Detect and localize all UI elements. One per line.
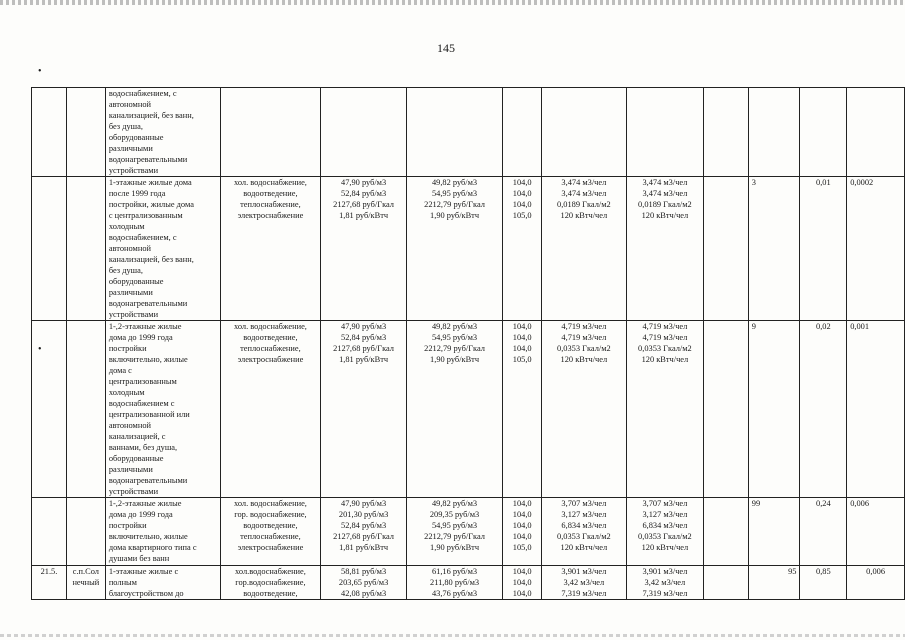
empty-cell [704, 88, 749, 177]
consumption-norm-2: 3,901 м3/чел 3,42 м3/чел 7,319 м3/чел [626, 566, 704, 600]
value-1: 95 [748, 566, 800, 600]
value-3 [847, 88, 905, 177]
housing-description: 1-этажные жилые с полным благоустройством до [105, 566, 220, 600]
housing-description: 1-,2-этажные жилые дома до 1999 года постройки включительно, жилые дома с централизованным холодным водоснабжением с централизованной или автономной канализацией, с ваннами, без душа, оборудованные различными водонагревательными устройствами [105, 321, 220, 498]
value-3: 0,001 [847, 321, 905, 498]
empty-cell [704, 177, 749, 321]
page-number: 145 [437, 41, 455, 55]
row-number: 21.5. [32, 566, 67, 600]
value-1: 9 [748, 321, 800, 498]
tariff-new [406, 88, 502, 177]
tariff-current: 47,90 руб/м3 52,84 руб/м3 2127,68 руб/Гкал 1,81 руб/кВтч [321, 321, 407, 498]
consumption-norm-2: 3,474 м3/чел 3,474 м3/чел 0,0189 Гкал/м2 120 кВтч/чел [626, 177, 704, 321]
value-2: 0,02 [800, 321, 847, 498]
empty-cell [704, 498, 749, 566]
settlement-name [66, 498, 105, 566]
consumption-norm-2: 4,719 м3/чел 4,719 м3/чел 0,0353 Гкал/м2 120 кВтч/чел [626, 321, 704, 498]
row-number [32, 498, 67, 566]
services-list [220, 88, 321, 177]
services-list: хол. водоснабжение, водоотведение, теплоснабжение, электроснабжение [220, 321, 321, 498]
tariff-current: 58,81 руб/м3 203,65 руб/м3 42,08 руб/м3 [321, 566, 407, 600]
value-2: 0,24 [800, 498, 847, 566]
tariff-new: 49,82 руб/м3 209,35 руб/м3 54,95 руб/м3 2212,79 руб/Гкал 1,90 руб/кВтч [406, 498, 502, 566]
tariff-current: 47,90 руб/м3 201,30 руб/м3 52,84 руб/м3 2127,68 руб/Гкал 1,81 руб/кВтч [321, 498, 407, 566]
tariff-table [31, 87, 905, 600]
table-row [32, 88, 905, 177]
growth-index: 104,0 104,0 104,0 105,0 [503, 321, 542, 498]
services-list: хол. водоснабжение, водоотведение, теплоснабжение, электроснабжение [220, 177, 321, 321]
housing-description: водоснабжением, с автономной канализацией, без ванн, без душа, оборудованные различными водонагревательными устройствами [105, 88, 220, 177]
value-2: 0,01 [800, 177, 847, 321]
growth-index: 104,0 104,0 104,0 104,0 105,0 [503, 498, 542, 566]
value-1: 99 [748, 498, 800, 566]
table-row [32, 321, 905, 498]
tariff-new: 61,16 руб/м3 211,80 руб/м3 43,76 руб/м3 [406, 566, 502, 600]
settlement-name [66, 321, 105, 498]
housing-description: 1-этажные жилые дома после 1999 года постройки, жилые дома с централизованным холодным водоснабжением, с автономной канализацией, без ванн, без душа, оборудованные различными водонагревательными устройствами [105, 177, 220, 321]
tariff-new: 49,82 руб/м3 54,95 руб/м3 2212,79 руб/Гкал 1,90 руб/кВтч [406, 177, 502, 321]
table-row [32, 498, 905, 566]
row-number [32, 88, 67, 177]
consumption-norm-1 [542, 88, 626, 177]
growth-index: 104,0 104,0 104,0 [503, 566, 542, 600]
value-3: 0,0002 [847, 177, 905, 321]
value-2 [800, 88, 847, 177]
consumption-norm-1: 3,707 м3/чел 3,127 м3/чел 6,834 м3/чел 0,0353 Гкал/м2 120 кВтч/чел [542, 498, 626, 566]
margin-dot: • [38, 344, 42, 355]
consumption-norm-1: 4,719 м3/чел 4,719 м3/чел 0,0353 Гкал/м2 120 кВтч/чел [542, 321, 626, 498]
empty-cell [704, 566, 749, 600]
tariff-current: 47,90 руб/м3 52,84 руб/м3 2127,68 руб/Гкал 1,81 руб/кВтч [321, 177, 407, 321]
empty-cell [704, 321, 749, 498]
settlement-name: с.п.Сол нечный [66, 566, 105, 600]
scan-top-edge [0, 0, 905, 5]
consumption-norm-1: 3,901 м3/чел 3,42 м3/чел 7,319 м3/чел [542, 566, 626, 600]
value-2: 0,85 [800, 566, 847, 600]
consumption-norm-2 [626, 88, 704, 177]
scan-bottom-edge [0, 634, 905, 637]
row-number [32, 177, 67, 321]
value-3: 0,006 [847, 498, 905, 566]
row-number [32, 321, 67, 498]
table-row [32, 566, 905, 600]
value-1: 3 [748, 177, 800, 321]
consumption-norm-1: 3,474 м3/чел 3,474 м3/чел 0,0189 Гкал/м2 120 кВтч/чел [542, 177, 626, 321]
growth-index [503, 88, 542, 177]
table-row [32, 177, 905, 321]
growth-index: 104,0 104,0 104,0 105,0 [503, 177, 542, 321]
value-3: 0,006 [847, 566, 905, 600]
settlement-name [66, 88, 105, 177]
margin-dot: • [38, 66, 42, 77]
settlement-name [66, 177, 105, 321]
housing-description: 1-,2-этажные жилые дома до 1999 года постройки включительно, жилые дома квартирного типа с душами без ванн [105, 498, 220, 566]
services-list: хол. водоснабжение, гор. водоснабжение, водоотведение, теплоснабжение, электроснабжение [220, 498, 321, 566]
tariff-current [321, 88, 407, 177]
tariff-new: 49,82 руб/м3 54,95 руб/м3 2212,79 руб/Гкал 1,90 руб/кВтч [406, 321, 502, 498]
value-1 [748, 88, 800, 177]
services-list: хол.водоснабжение, гор.водоснабжение, водоотведение, [220, 566, 321, 600]
consumption-norm-2: 3,707 м3/чел 3,127 м3/чел 6,834 м3/чел 0,0353 Гкал/м2 120 кВтч/чел [626, 498, 704, 566]
